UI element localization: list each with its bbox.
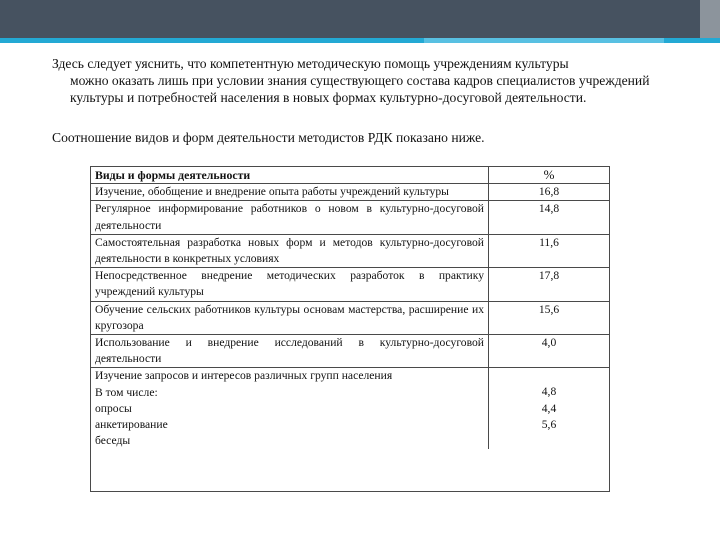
survey-item-value: 5,6 xyxy=(541,417,557,431)
survey-value-cell xyxy=(489,368,610,450)
activity-cell: Изучение, обобщение и внедрение опыта работы учреждений культуры xyxy=(91,184,489,201)
table-row xyxy=(91,301,609,334)
table-row xyxy=(91,234,609,267)
header-percent: % xyxy=(489,167,610,184)
intro-paragraph-rest: можно оказать лишь при условии знания существующего состава кадров специалистов учреждений культуры и потребностей населения в новых формах культурно-досуговой деятельности. xyxy=(70,73,650,105)
slide-header-band xyxy=(0,0,720,38)
survey-item-label: беседы xyxy=(95,434,131,448)
activity-cell: Самостоятельная разработка новых форм и методов культурно-досуговой деятельности в конкретных условиях xyxy=(91,234,489,267)
spacer xyxy=(493,368,605,384)
table-row xyxy=(91,268,609,301)
survey-item-value: 4,8 xyxy=(541,385,557,399)
activity-cell: Использование и внедрение исследований в культурно-досуговой деятельности xyxy=(91,335,489,368)
survey-item-label: анкетирование xyxy=(95,418,168,432)
value-cell: 17,8 xyxy=(489,268,610,301)
header-light-block xyxy=(700,0,720,38)
value-cell: 15,6 xyxy=(489,301,610,334)
intro-paragraph xyxy=(52,55,692,106)
activity-cell: Непосредственное внедрение методических разработок в практику учреждений культуры xyxy=(91,268,489,301)
survey-including: В том числе: xyxy=(95,385,158,399)
table-row-survey xyxy=(91,368,609,450)
value-cell: 11,6 xyxy=(489,234,610,267)
header-accent-line-highlight xyxy=(424,38,664,43)
table-row xyxy=(91,201,609,234)
survey-item-value: 4,4 xyxy=(541,401,557,415)
value-cell: 16,8 xyxy=(489,184,610,201)
value-cell: 4,0 xyxy=(489,335,610,368)
table-row xyxy=(91,184,609,201)
survey-activity-cell xyxy=(91,368,489,450)
header-activity: Виды и формы деятельности xyxy=(91,167,489,184)
intro-paragraph-line1: Здесь следует уяснить, что компетентную методическую помощь учреждениям культуры xyxy=(52,56,569,71)
table-row xyxy=(91,335,609,368)
activity-table-frame xyxy=(90,166,610,492)
survey-item-label: опросы xyxy=(95,401,132,415)
ratio-paragraph: Соотношение видов и форм деятельности методистов РДК показано ниже. xyxy=(52,130,485,145)
activity-cell: Регулярное информирование работников о новом в культурно-досуговой деятельности xyxy=(91,201,489,234)
survey-title: Изучение запросов и интересов различных групп населения xyxy=(95,369,393,383)
activity-cell: Обучение сельских работников культуры основам мастерства, расширение их кругозора xyxy=(91,301,489,334)
value-cell: 14,8 xyxy=(489,201,610,234)
activity-table xyxy=(91,167,609,449)
header-dark-block xyxy=(0,0,700,38)
table-header-row xyxy=(91,167,609,184)
